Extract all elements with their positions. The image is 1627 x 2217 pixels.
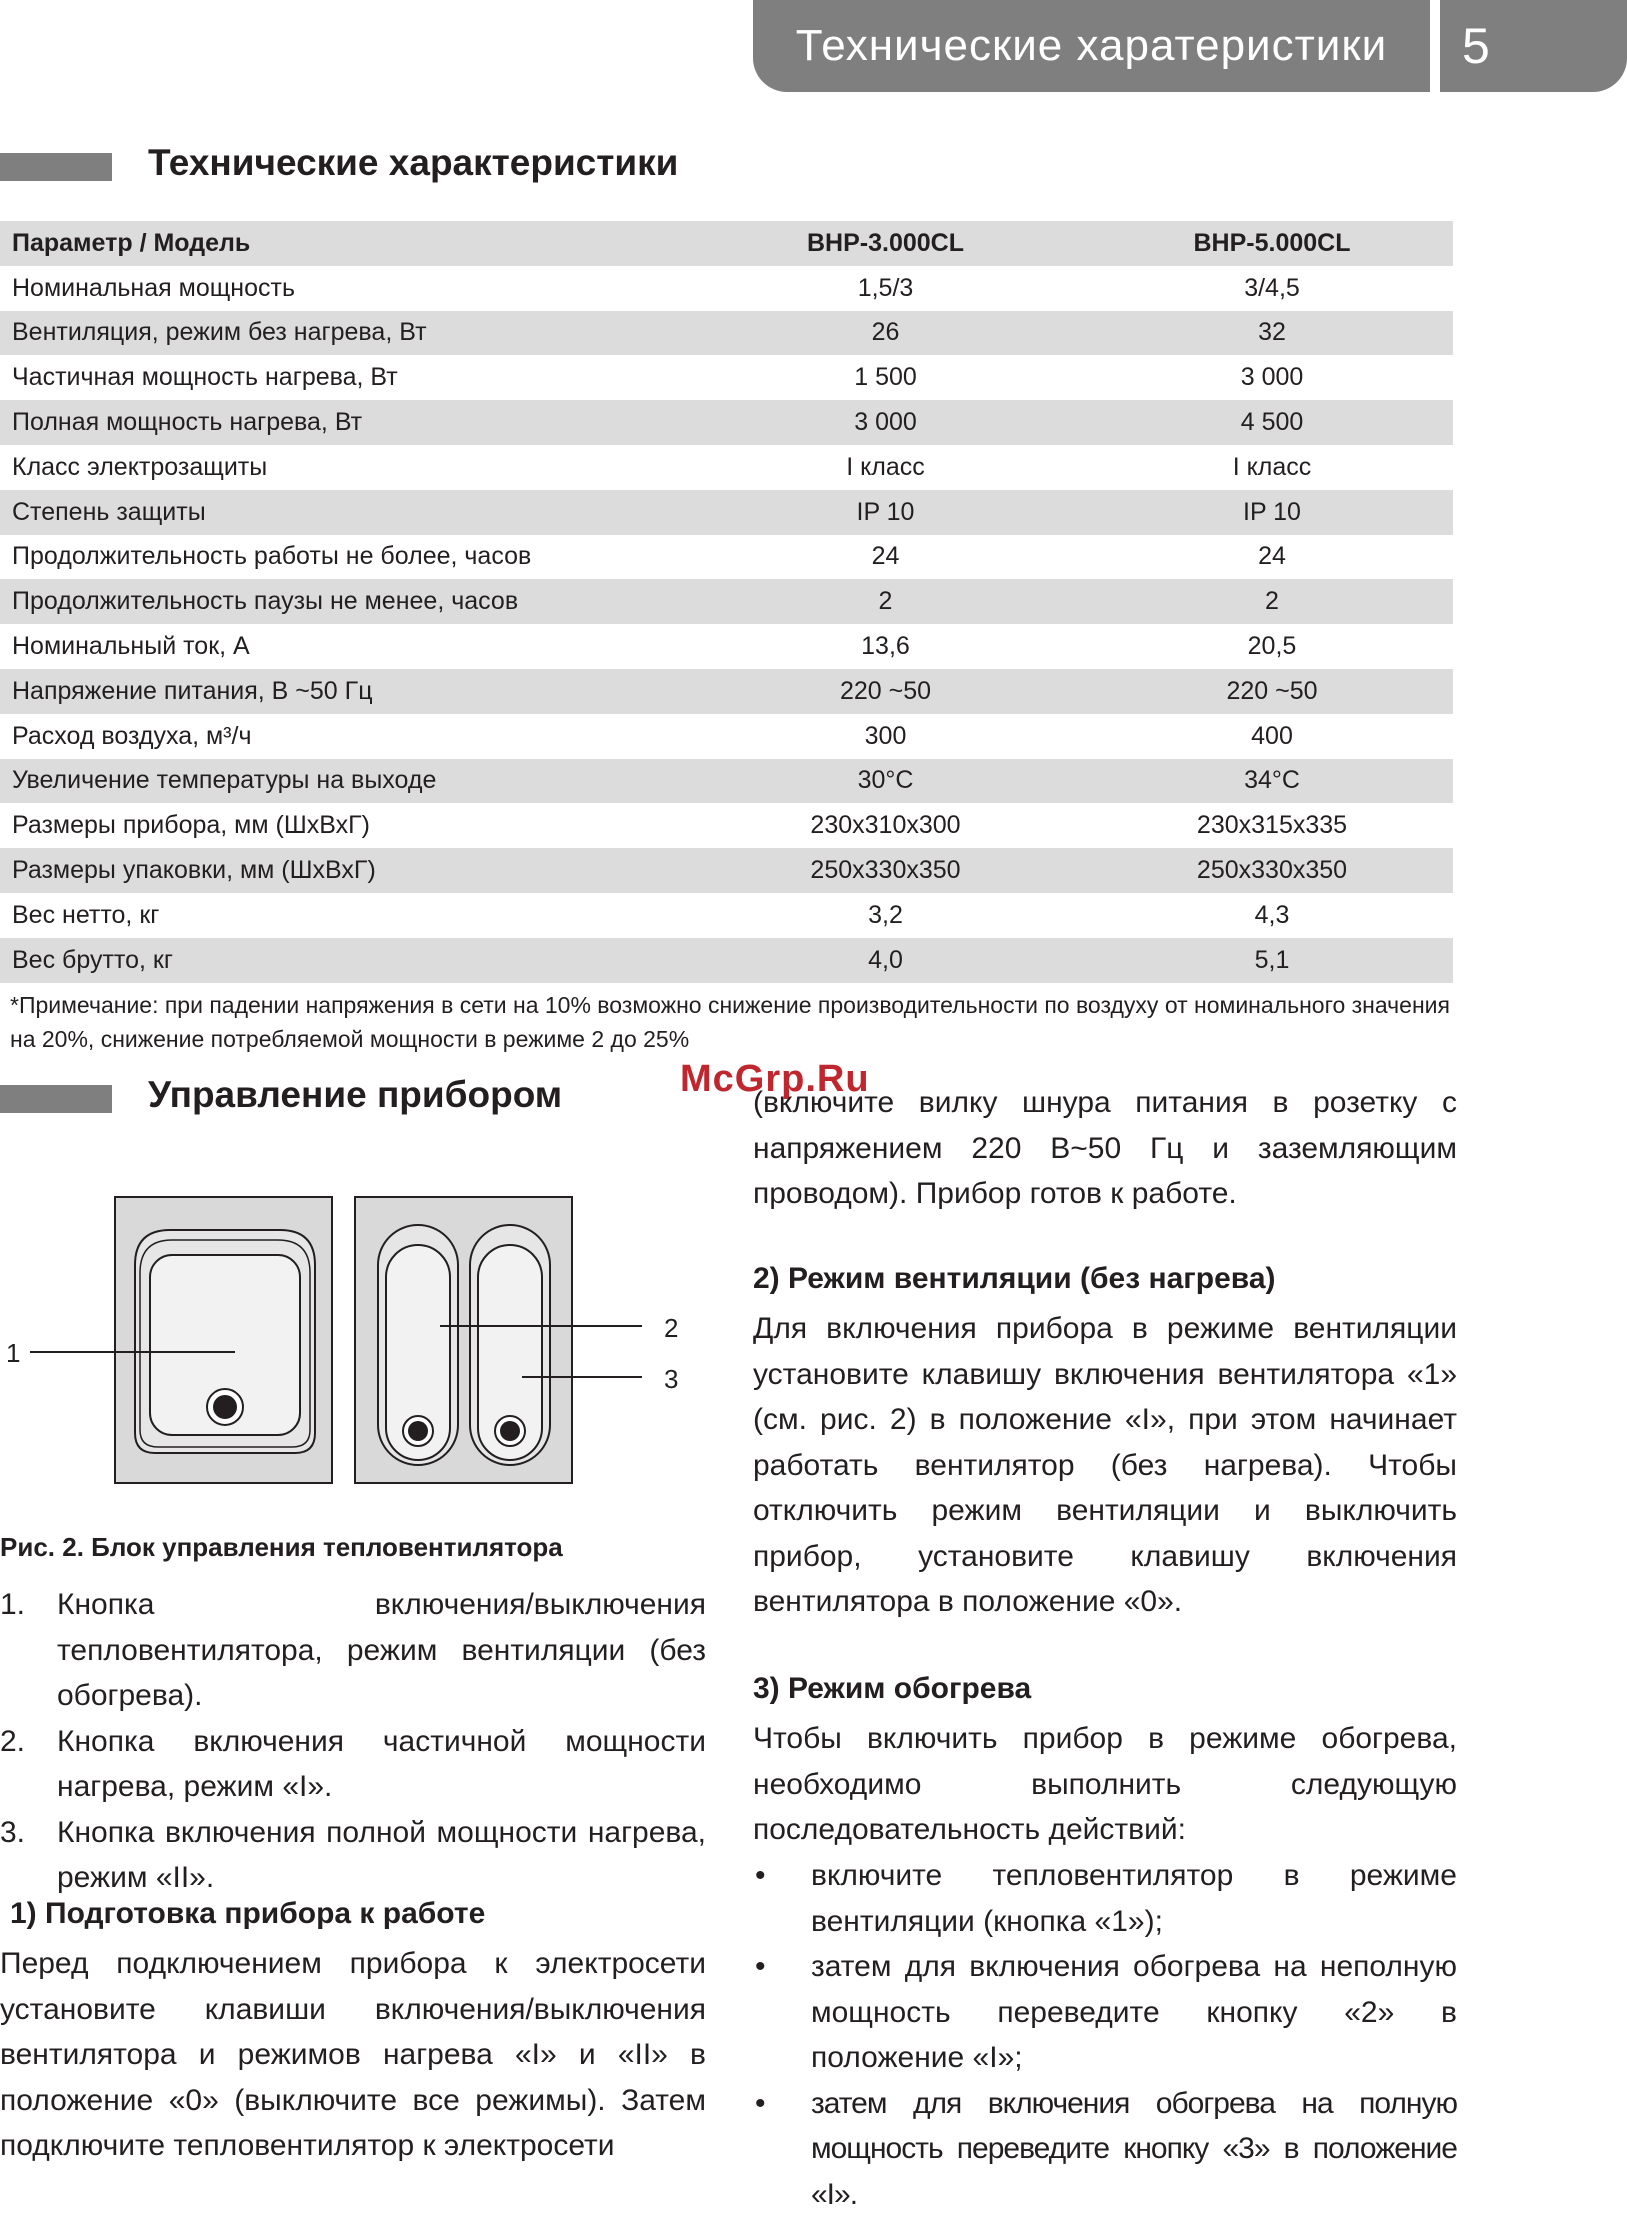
- table-row: [0, 624, 1453, 669]
- value-cell: 250x330x350: [1091, 848, 1453, 893]
- param-cell: Продолжительность паузы не менее, часов: [0, 579, 680, 624]
- value-cell: I класс: [680, 445, 1091, 490]
- table-row: [0, 714, 1453, 759]
- section-title-control: Управление прибором: [148, 1074, 562, 1116]
- param-cell: Параметр / Модель: [0, 221, 680, 266]
- value-cell: 4,0: [680, 938, 1091, 983]
- paragraph-ventilation: Для включения прибора в режиме вентиляции установите клавишу включения вентилятора «1» (см. рис. 2) в положение «I», при этом начинает работать вентилятор (без нагрева). Чтобы отключить режим вентиляции и выключить прибор, установите клавишу включения вентилятора в положение «0».: [753, 1306, 1457, 1625]
- table-row: [0, 266, 1453, 311]
- param-cell: Номинальный ток, А: [0, 624, 680, 669]
- list-item: [753, 2081, 1457, 2217]
- table-row: [0, 355, 1453, 400]
- table-header-row: [0, 221, 1453, 266]
- list-item: [0, 1810, 706, 1901]
- value-cell: 230x310x300: [680, 803, 1091, 848]
- paragraph-preparation-continued: (включите вилку шнура питания в розетку с напряжением 220 В~50 Гц и заземляющим проводом). Прибор готов к работе.: [753, 1080, 1457, 1217]
- value-cell: 250x330x350: [680, 848, 1091, 893]
- value-cell: 2: [680, 579, 1091, 624]
- callout-3: 3: [664, 1364, 678, 1394]
- value-cell: IP 10: [680, 490, 1091, 535]
- list-text: Кнопка включения частичной мощности нагрева, режим «I».: [57, 1725, 706, 1804]
- value-cell: 1,5/3: [680, 266, 1091, 311]
- table-row: [0, 579, 1453, 624]
- param-cell: Вес нетто, кг: [0, 893, 680, 938]
- value-cell: 3 000: [1091, 355, 1453, 400]
- bullet-icon: •: [755, 2081, 765, 2127]
- paragraph-preparation: Перед подключением прибора к электросети установите клавиши включения/выключения вентилятора и режимов нагрева «I» и «II» в положение «0» (выключите все режимы). Затем подключите тепловентилятор к электросети: [0, 1941, 706, 2169]
- figure-caption: Рис. 2. Блок управления тепловентилятора: [0, 1532, 563, 1563]
- param-cell: Вес брутто, кг: [0, 938, 680, 983]
- value-cell: 400: [1091, 714, 1453, 759]
- value-cell: 1 500: [680, 355, 1091, 400]
- table-row: [0, 759, 1453, 804]
- table-row: [0, 490, 1453, 535]
- param-cell: Размеры упаковки, мм (ШхВхГ): [0, 848, 680, 893]
- list-item: [0, 1582, 706, 1719]
- subheading-preparation: 1) Подготовка прибора к работе: [10, 1897, 485, 1931]
- param-cell: Расход воздуха, м³/ч: [0, 714, 680, 759]
- value-cell: I класс: [1091, 445, 1453, 490]
- button-legend-list: [0, 1582, 706, 1901]
- param-cell: Размеры прибора, мм (ШхВхГ): [0, 803, 680, 848]
- section-marker-bar: [0, 1085, 112, 1113]
- list-number: 3.: [0, 1810, 25, 1856]
- subheading-ventilation: 2) Режим вентиляции (без нагрева): [753, 1262, 1276, 1296]
- list-text: затем для включения обогрева на неполную мощность переведите кнопку «2» в положение «I»;: [811, 1950, 1457, 2074]
- param-cell: Частичная мощность нагрева, Вт: [0, 355, 680, 400]
- table-row: [0, 445, 1453, 490]
- table-row: [0, 893, 1453, 938]
- value-cell: 3,2: [680, 893, 1091, 938]
- list-text: Кнопка включения/выключения тепловентилятора, режим вентиляции (без обогрева).: [57, 1588, 706, 1712]
- value-cell: 4,3: [1091, 893, 1453, 938]
- param-cell: Напряжение питания, В ~50 Гц: [0, 669, 680, 714]
- table-footnote: *Примечание: при падении напряжения в сети на 10% возможно снижение производительности по воздуху от номинального значения на 20%, снижение потребляемой мощности в режиме 2 до 25%: [10, 988, 1450, 1056]
- list-text: затем для включения обогрева на полную мощность переведите кнопку «3» в положение «I».: [811, 2087, 1457, 2211]
- table-row: [0, 400, 1453, 445]
- param-cell: Степень защиты: [0, 490, 680, 535]
- value-cell: 3/4,5: [1091, 266, 1453, 311]
- value-cell: 2: [1091, 579, 1453, 624]
- section-title-tech: Технические характеристики: [148, 142, 678, 184]
- table-row: [0, 848, 1453, 893]
- value-cell: 230x315x335: [1091, 803, 1453, 848]
- value-cell: 32: [1091, 311, 1453, 356]
- value-cell: 24: [1091, 535, 1453, 580]
- watermark: McGrp.Ru: [680, 1058, 870, 1101]
- value-cell: IP 10: [1091, 490, 1453, 535]
- value-cell: BHP-5.000CL: [1091, 221, 1453, 266]
- table-row: [0, 311, 1453, 356]
- param-cell: Номинальная мощность: [0, 266, 680, 311]
- value-cell: 13,6: [680, 624, 1091, 669]
- control-panel-figure: [0, 1185, 720, 1505]
- value-cell: 300: [680, 714, 1091, 759]
- page-number: 5: [1440, 0, 1627, 92]
- list-item: [753, 1944, 1457, 2081]
- section-marker-bar: [0, 153, 112, 181]
- table-row: [0, 669, 1453, 714]
- list-number: 2.: [0, 1719, 25, 1765]
- value-cell: 26: [680, 311, 1091, 356]
- bullet-icon: •: [755, 1944, 766, 1990]
- list-number: 1.: [0, 1582, 25, 1628]
- value-cell: 4 500: [1091, 400, 1453, 445]
- list-item: [753, 1853, 1457, 1944]
- table-row: [0, 938, 1453, 983]
- param-cell: Класс электрозащиты: [0, 445, 680, 490]
- heating-steps-list: [753, 1853, 1457, 2217]
- callout-1: 1: [6, 1338, 20, 1368]
- list-text: Кнопка включения полной мощности нагрева, режим «II».: [57, 1816, 706, 1895]
- param-cell: Увеличение температуры на выходе: [0, 759, 680, 804]
- value-cell: 220 ~50: [1091, 669, 1453, 714]
- table-row: [0, 803, 1453, 848]
- spec-table: [0, 221, 1453, 983]
- value-cell: 3 000: [680, 400, 1091, 445]
- table-row: [0, 535, 1453, 580]
- section-header-tab: Технические харатеристики: [753, 0, 1430, 92]
- value-cell: 30°C: [680, 759, 1091, 804]
- value-cell: BHP-3.000CL: [680, 221, 1091, 266]
- param-cell: Вентиляция, режим без нагрева, Вт: [0, 311, 680, 356]
- value-cell: 220 ~50: [680, 669, 1091, 714]
- value-cell: 5,1: [1091, 938, 1453, 983]
- value-cell: 24: [680, 535, 1091, 580]
- value-cell: 34°C: [1091, 759, 1453, 804]
- bullet-icon: •: [755, 1853, 766, 1899]
- list-item: [0, 1719, 706, 1810]
- subheading-heating: 3) Режим обогрева: [753, 1672, 1031, 1706]
- list-text: включите тепловентилятор в режиме вентиляции (кнопка «1»);: [811, 1859, 1457, 1938]
- callout-2: 2: [664, 1313, 678, 1343]
- paragraph-heating: Чтобы включить прибор в режиме обогрева, необходимо выполнить следующую последовательность действий:: [753, 1716, 1457, 1853]
- value-cell: 20,5: [1091, 624, 1453, 669]
- param-cell: Полная мощность нагрева, Вт: [0, 400, 680, 445]
- param-cell: Продолжительность работы не более, часов: [0, 535, 680, 580]
